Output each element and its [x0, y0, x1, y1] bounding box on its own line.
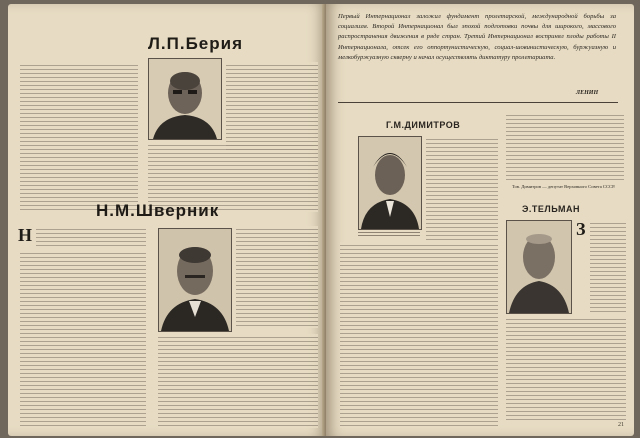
- beria-portrait: [148, 58, 222, 140]
- right-column-top: [506, 112, 624, 182]
- thalmann-column-1: [590, 220, 626, 312]
- thalmann-dropcap: З: [576, 219, 586, 239]
- dimitrov-column-1: [426, 136, 498, 240]
- beria-heading: Л.П.Берия: [148, 34, 244, 53]
- dimitrov-portrait: [358, 136, 422, 230]
- dimitrov-caption: [358, 230, 420, 238]
- beria-column-2: [226, 62, 318, 150]
- lenin-signature: ЛЕНИН: [576, 90, 599, 96]
- shvernik-heading: Н.М.Шверник: [96, 201, 220, 220]
- shvernik-column-1b: [20, 250, 146, 428]
- quote-divider: [338, 102, 618, 103]
- thalmann-column-2: [506, 316, 626, 420]
- shvernik-dropcap: Н: [18, 225, 33, 245]
- beria-column-1: [20, 62, 138, 212]
- dimitrov-column-2: [340, 242, 498, 428]
- shvernik-column-2: [236, 226, 318, 328]
- thalmann-portrait: [506, 220, 572, 314]
- thalmann-heading: Э.ТЕЛЬМАН: [522, 204, 580, 214]
- shvernik-column-3: [158, 334, 318, 428]
- lenin-quote: Первый Интернационал заложил фундамент пролетарской, международной борьбы за социализм. Второй Интернационал был эпохой подготовки почвы для широкого, массового распространения движения в ряде стран. Третий Интернационал воспринял плоды работы II Интернационала, отсек его оппортунистическую, социал-шовинистическую, буржуазную и мелкобуржуазную скверну и начал осуществлять диктатуру пролетариата.: [338, 13, 616, 61]
- page-number: 21: [618, 422, 624, 428]
- shvernik-column-1: [36, 226, 146, 248]
- dimitrov-deputy-line: Тов. Димитров — депутат Верховного Совета СССР.: [512, 184, 616, 189]
- left-page: [8, 4, 326, 436]
- dimitrov-heading: Г.М.ДИМИТРОВ: [386, 120, 461, 130]
- open-book: [8, 4, 634, 436]
- right-page: [326, 4, 634, 436]
- shvernik-portrait: [158, 228, 232, 332]
